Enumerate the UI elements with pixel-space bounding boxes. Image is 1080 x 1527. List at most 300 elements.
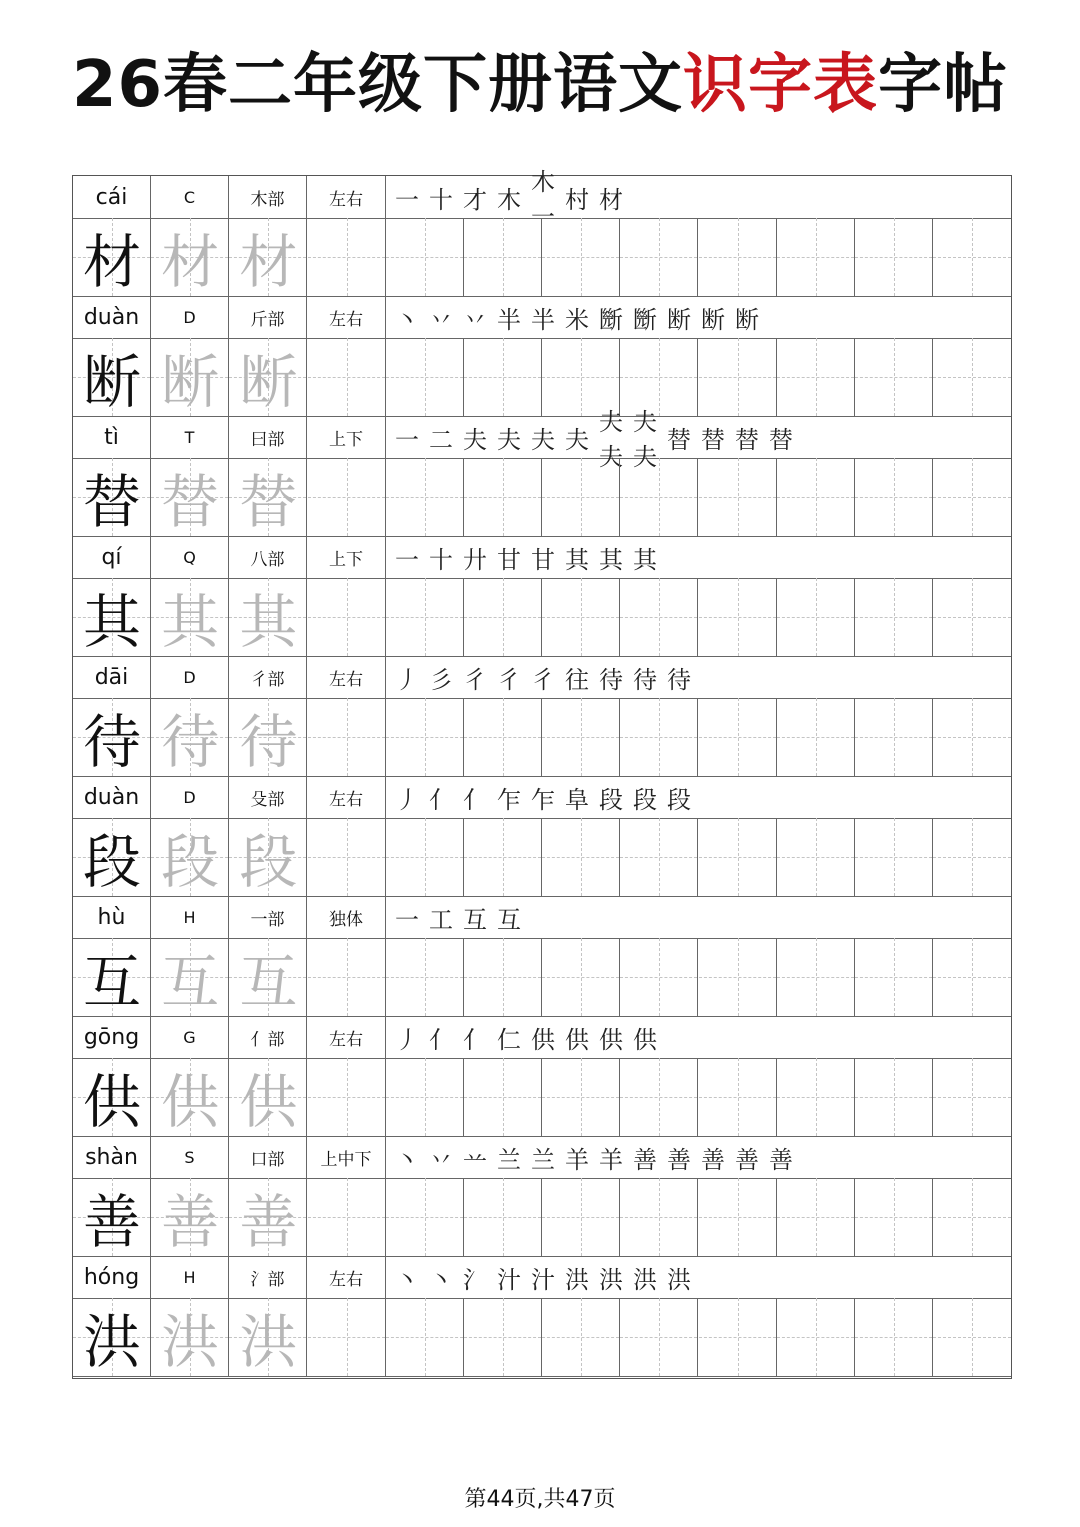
stroke-step: 段 [599, 785, 623, 814]
model-character-box [73, 1298, 151, 1376]
guide-line [581, 818, 582, 896]
practice-box[interactable] [855, 1178, 933, 1256]
writing-grid-row [73, 578, 1011, 657]
practice-box[interactable] [308, 938, 386, 1016]
practice-box[interactable] [855, 218, 933, 296]
practice-box[interactable] [777, 218, 855, 296]
trace-character: 洪 [161, 1308, 220, 1376]
trace-character-box [151, 938, 229, 1016]
practice-box[interactable] [777, 578, 855, 656]
practice-box[interactable] [542, 578, 620, 656]
stroke-step: 替 [735, 425, 759, 454]
practice-box[interactable] [308, 1178, 386, 1256]
trace-character: 其 [161, 588, 220, 656]
stroke-order [386, 168, 1011, 231]
model-character: 断 [82, 348, 141, 416]
practice-box[interactable] [542, 938, 620, 1016]
stroke-step: 亻 [463, 1025, 487, 1054]
guide-line [659, 1298, 660, 1376]
guide-line [425, 578, 426, 656]
guide-line [894, 218, 895, 296]
guide-line [347, 1058, 348, 1136]
guide-line [425, 1058, 426, 1136]
trace-character-box [151, 698, 229, 776]
guide-line [894, 578, 895, 656]
structure-cell: 独体 [307, 896, 386, 938]
character-entry [73, 536, 1011, 656]
practice-box[interactable] [464, 818, 542, 896]
stroke-step: 米 [565, 305, 589, 334]
writing-grid-row [73, 458, 1011, 537]
stroke-step: 夫 [565, 425, 589, 454]
stroke-order [386, 1016, 1011, 1058]
writing-grid-row [73, 1298, 1011, 1377]
practice-box[interactable] [777, 938, 855, 1016]
stroke-order [386, 1136, 1011, 1178]
initial-letter-cell: T [151, 416, 229, 458]
stroke-step: 洪 [633, 1265, 657, 1294]
guide-line [659, 698, 660, 776]
guide-line [816, 578, 817, 656]
initial-letter-cell: S [151, 1136, 229, 1178]
practice-box[interactable] [464, 1298, 542, 1376]
practice-sheet [72, 168, 1012, 1379]
practice-box[interactable] [855, 698, 933, 776]
practice-box[interactable] [777, 338, 855, 416]
radical-cell: 亻部 [229, 1016, 307, 1058]
guide-line [425, 1178, 426, 1256]
model-character: 互 [82, 948, 141, 1016]
practice-box[interactable] [620, 1298, 698, 1376]
stroke-step: 段 [667, 785, 691, 814]
guide-line [816, 698, 817, 776]
guide-line [894, 818, 895, 896]
practice-box[interactable] [308, 698, 386, 776]
guide-line [738, 1058, 739, 1136]
entry-info-row [73, 408, 1011, 471]
guide-line [347, 458, 348, 536]
pinyin-cell: qí [73, 536, 151, 578]
trace-character: 供 [239, 1068, 298, 1136]
trace-character-box [151, 818, 229, 896]
stroke-step: 㫁 [633, 305, 657, 334]
practice-box[interactable] [464, 698, 542, 776]
guide-line [503, 458, 504, 536]
writing-grid-row [73, 338, 1011, 417]
practice-box[interactable] [699, 1298, 777, 1376]
practice-box[interactable] [308, 578, 386, 656]
stroke-step: 洪 [565, 1265, 589, 1294]
practice-box[interactable] [542, 1178, 620, 1256]
structure-cell: 左右 [307, 296, 386, 338]
stroke-step: 其 [633, 545, 657, 574]
stroke-step: 䒑 [463, 1145, 487, 1174]
stroke-step: 㫁 [599, 305, 623, 334]
guide-line [972, 458, 973, 536]
stroke-order [386, 896, 1011, 938]
guide-line [347, 1298, 348, 1376]
guide-line [347, 938, 348, 1016]
stroke-step: 断 [667, 305, 691, 334]
practice-box[interactable] [620, 1058, 698, 1136]
trace-character-box [229, 1178, 307, 1256]
guide-line [659, 578, 660, 656]
structure-cell: 左右 [307, 176, 386, 218]
entry-info-row [73, 296, 1011, 339]
trace-character: 断 [161, 348, 220, 416]
trace-character: 材 [161, 228, 220, 296]
practice-box[interactable] [308, 1058, 386, 1136]
guide-line [816, 338, 817, 416]
stroke-step: 善 [769, 1145, 793, 1174]
practice-box[interactable] [620, 698, 698, 776]
writing-grid-row [73, 938, 1011, 1017]
stroke-step: 夫夫 [599, 408, 623, 471]
practice-box[interactable] [308, 1298, 386, 1376]
character-entry [73, 296, 1011, 416]
stroke-step: 彳 [497, 665, 521, 694]
practice-box[interactable] [542, 458, 620, 536]
stroke-step: 替 [701, 425, 725, 454]
trace-character: 其 [239, 588, 298, 656]
practice-box[interactable] [464, 938, 542, 1016]
trace-character: 待 [239, 708, 298, 776]
trace-character: 待 [161, 708, 220, 776]
guide-line [816, 1058, 817, 1136]
stroke-step: 彳 [463, 665, 487, 694]
radical-cell: 曰部 [229, 416, 307, 458]
writing-grid-row [73, 698, 1011, 777]
model-character-box [73, 458, 151, 536]
practice-box[interactable] [933, 218, 1011, 296]
structure-cell: 左右 [307, 776, 386, 818]
stroke-step: 村 [565, 185, 589, 214]
stroke-step: 互 [463, 905, 487, 934]
stroke-step: 阜 [565, 785, 589, 814]
guide-line [503, 1058, 504, 1136]
entry-info-row [73, 1136, 1011, 1179]
character-entry [73, 656, 1011, 776]
writing-grid-row [73, 818, 1011, 897]
practice-box[interactable] [933, 1058, 1011, 1136]
character-entry [73, 896, 1011, 1016]
practice-box[interactable] [542, 698, 620, 776]
stroke-order [386, 408, 1011, 471]
trace-character-box [151, 218, 229, 296]
trace-character: 善 [161, 1188, 220, 1256]
practice-box[interactable] [855, 938, 933, 1016]
trace-character-box [229, 458, 307, 536]
model-character: 材 [82, 228, 141, 296]
stroke-order [386, 296, 1011, 338]
practice-box[interactable] [699, 338, 777, 416]
trace-character: 善 [239, 1188, 298, 1256]
stroke-step: 一 [395, 905, 419, 934]
initial-letter-cell: H [151, 896, 229, 938]
pinyin-cell: hù [73, 896, 151, 938]
guide-line [972, 578, 973, 656]
practice-box[interactable] [777, 458, 855, 536]
stroke-step: 十 [429, 185, 453, 214]
stroke-step: 汁 [531, 1265, 555, 1294]
practice-box[interactable] [308, 218, 386, 296]
practice-box[interactable] [308, 338, 386, 416]
guide-line [503, 338, 504, 416]
stroke-step: 替 [769, 425, 793, 454]
practice-box[interactable] [464, 1058, 542, 1136]
practice-box[interactable] [699, 1178, 777, 1256]
guide-line [738, 698, 739, 776]
practice-box[interactable] [386, 578, 464, 656]
model-character: 善 [82, 1188, 141, 1256]
pinyin-cell: shàn [73, 1136, 151, 1178]
stroke-step: 夫夫 [633, 408, 657, 471]
practice-box[interactable] [777, 1178, 855, 1256]
practice-box[interactable] [386, 458, 464, 536]
practice-box[interactable] [699, 698, 777, 776]
guide-line [972, 698, 973, 776]
stroke-step: 十 [429, 545, 453, 574]
radical-cell: 斤部 [229, 296, 307, 338]
practice-box[interactable] [933, 1298, 1011, 1376]
model-character: 其 [82, 588, 141, 656]
initial-letter-cell: D [151, 656, 229, 698]
practice-box[interactable] [699, 1058, 777, 1136]
practice-box[interactable] [464, 458, 542, 536]
practice-box[interactable] [855, 1298, 933, 1376]
practice-box[interactable] [542, 218, 620, 296]
stroke-step: 丷 [463, 305, 487, 334]
practice-box[interactable] [308, 818, 386, 896]
guide-line [972, 1058, 973, 1136]
initial-letter-cell: H [151, 1256, 229, 1298]
stroke-step: 甘 [497, 545, 521, 574]
pinyin-cell: tì [73, 416, 151, 458]
guide-line [894, 1178, 895, 1256]
stroke-step: 待 [667, 665, 691, 694]
stroke-step: 木一 [531, 168, 555, 231]
practice-box[interactable] [855, 1058, 933, 1136]
practice-box[interactable] [777, 1058, 855, 1136]
stroke-step: 供 [565, 1025, 589, 1054]
title-suffix: 字帖 [878, 48, 1009, 122]
stroke-step: 兰 [497, 1145, 521, 1174]
trace-character-box [229, 1058, 307, 1136]
practice-box[interactable] [699, 458, 777, 536]
stroke-step: 丷 [429, 305, 453, 334]
pinyin-cell: duàn [73, 776, 151, 818]
model-character: 洪 [82, 1308, 141, 1376]
stroke-step: 丶 [429, 1265, 453, 1294]
guide-line [581, 578, 582, 656]
trace-character: 断 [239, 348, 298, 416]
practice-box[interactable] [933, 1178, 1011, 1256]
structure-cell: 左右 [307, 1256, 386, 1298]
guide-line [738, 818, 739, 896]
guide-line [503, 698, 504, 776]
structure-cell: 左右 [307, 656, 386, 698]
practice-box[interactable] [933, 338, 1011, 416]
guide-line [738, 1178, 739, 1256]
stroke-step: 亻 [463, 785, 487, 814]
radical-cell: 彳部 [229, 656, 307, 698]
entry-info-row [73, 168, 1011, 231]
model-character-box [73, 338, 151, 416]
practice-box[interactable] [464, 218, 542, 296]
practice-box[interactable] [699, 578, 777, 656]
guide-line [738, 578, 739, 656]
trace-character: 供 [161, 1068, 220, 1136]
pinyin-cell: dāi [73, 656, 151, 698]
stroke-step: 互 [497, 905, 521, 934]
guide-line [894, 458, 895, 536]
practice-box[interactable] [620, 818, 698, 896]
practice-box[interactable] [386, 338, 464, 416]
practice-box[interactable] [933, 578, 1011, 656]
practice-box[interactable] [386, 1058, 464, 1136]
trace-character: 互 [239, 948, 298, 1016]
initial-letter-cell: D [151, 776, 229, 818]
entry-info-row [73, 656, 1011, 699]
practice-box[interactable] [699, 938, 777, 1016]
model-character-box [73, 818, 151, 896]
guide-line [738, 458, 739, 536]
guide-line [816, 218, 817, 296]
practice-box[interactable] [542, 818, 620, 896]
trace-character: 互 [161, 948, 220, 1016]
stroke-step: 工 [429, 905, 453, 934]
stroke-step: 替 [667, 425, 691, 454]
guide-line [581, 1298, 582, 1376]
practice-box[interactable] [620, 218, 698, 296]
trace-character: 替 [161, 468, 220, 536]
stroke-step: 夫 [497, 425, 521, 454]
practice-box[interactable] [699, 218, 777, 296]
stroke-step: 段 [633, 785, 657, 814]
radical-cell: 口部 [229, 1136, 307, 1178]
guide-line [738, 1298, 739, 1376]
guide-line [581, 458, 582, 536]
stroke-step: 丶 [395, 1265, 419, 1294]
practice-box[interactable] [386, 938, 464, 1016]
radical-cell: 八部 [229, 536, 307, 578]
guide-line [816, 938, 817, 1016]
radical-cell: 殳部 [229, 776, 307, 818]
writing-grid-row [73, 218, 1011, 297]
practice-box[interactable] [620, 1178, 698, 1256]
practice-box[interactable] [464, 578, 542, 656]
stroke-step: 彡 [429, 665, 453, 694]
guide-line [894, 698, 895, 776]
guide-line [659, 938, 660, 1016]
practice-box[interactable] [386, 818, 464, 896]
practice-box[interactable] [933, 698, 1011, 776]
guide-line [347, 818, 348, 896]
practice-box[interactable] [386, 218, 464, 296]
stroke-step: 往 [565, 665, 589, 694]
guide-line [347, 338, 348, 416]
practice-box[interactable] [386, 1178, 464, 1256]
structure-cell: 上下 [307, 536, 386, 578]
practice-box[interactable] [542, 1058, 620, 1136]
stroke-step: 材 [599, 185, 623, 214]
practice-box[interactable] [855, 818, 933, 896]
practice-box[interactable] [542, 1298, 620, 1376]
stroke-step: 丷 [429, 1145, 453, 1174]
practice-box[interactable] [620, 578, 698, 656]
practice-box[interactable] [386, 1298, 464, 1376]
practice-box[interactable] [464, 338, 542, 416]
guide-line [425, 1298, 426, 1376]
guide-line [738, 938, 739, 1016]
model-character: 供 [82, 1068, 141, 1136]
practice-box[interactable] [699, 818, 777, 896]
guide-line [659, 1058, 660, 1136]
title-prefix: 26春二年级下册语文 [71, 48, 684, 122]
structure-cell: 左右 [307, 1016, 386, 1058]
pinyin-cell: gōng [73, 1016, 151, 1058]
guide-line [503, 1178, 504, 1256]
practice-box[interactable] [777, 1298, 855, 1376]
stroke-step: 断 [735, 305, 759, 334]
practice-box[interactable] [855, 338, 933, 416]
trace-character: 替 [239, 468, 298, 536]
practice-box[interactable] [855, 578, 933, 656]
practice-box[interactable] [777, 698, 855, 776]
practice-box[interactable] [933, 938, 1011, 1016]
practice-box[interactable] [855, 458, 933, 536]
stroke-step: 丶 [395, 305, 419, 334]
guide-line [894, 1058, 895, 1136]
guide-line [503, 818, 504, 896]
practice-box[interactable] [620, 458, 698, 536]
stroke-step: 兰 [531, 1145, 555, 1174]
guide-line [425, 938, 426, 1016]
model-character: 替 [82, 468, 141, 536]
guide-line [659, 458, 660, 536]
guide-line [738, 218, 739, 296]
practice-box[interactable] [386, 698, 464, 776]
entry-info-row [73, 536, 1011, 579]
guide-line [816, 1178, 817, 1256]
practice-box[interactable] [620, 938, 698, 1016]
stroke-step: 供 [599, 1025, 623, 1054]
practice-box[interactable] [464, 1178, 542, 1256]
guide-line [581, 938, 582, 1016]
trace-character-box [151, 578, 229, 656]
radical-cell: 一部 [229, 896, 307, 938]
entry-info-row [73, 1016, 1011, 1059]
trace-character-box [151, 338, 229, 416]
practice-box[interactable] [933, 818, 1011, 896]
guide-line [659, 1178, 660, 1256]
stroke-step: 甘 [531, 545, 555, 574]
character-entry [73, 168, 1011, 296]
initial-letter-cell: Q [151, 536, 229, 578]
stroke-step: 廾 [463, 545, 487, 574]
practice-box[interactable] [933, 458, 1011, 536]
stroke-step: 善 [667, 1145, 691, 1174]
practice-box[interactable] [777, 818, 855, 896]
stroke-step: 其 [565, 545, 589, 574]
model-character-box [73, 1178, 151, 1256]
trace-character: 段 [161, 828, 220, 896]
model-character-box [73, 698, 151, 776]
guide-line [659, 218, 660, 296]
guide-line [972, 1298, 973, 1376]
practice-box[interactable] [308, 458, 386, 536]
stroke-step: 善 [701, 1145, 725, 1174]
